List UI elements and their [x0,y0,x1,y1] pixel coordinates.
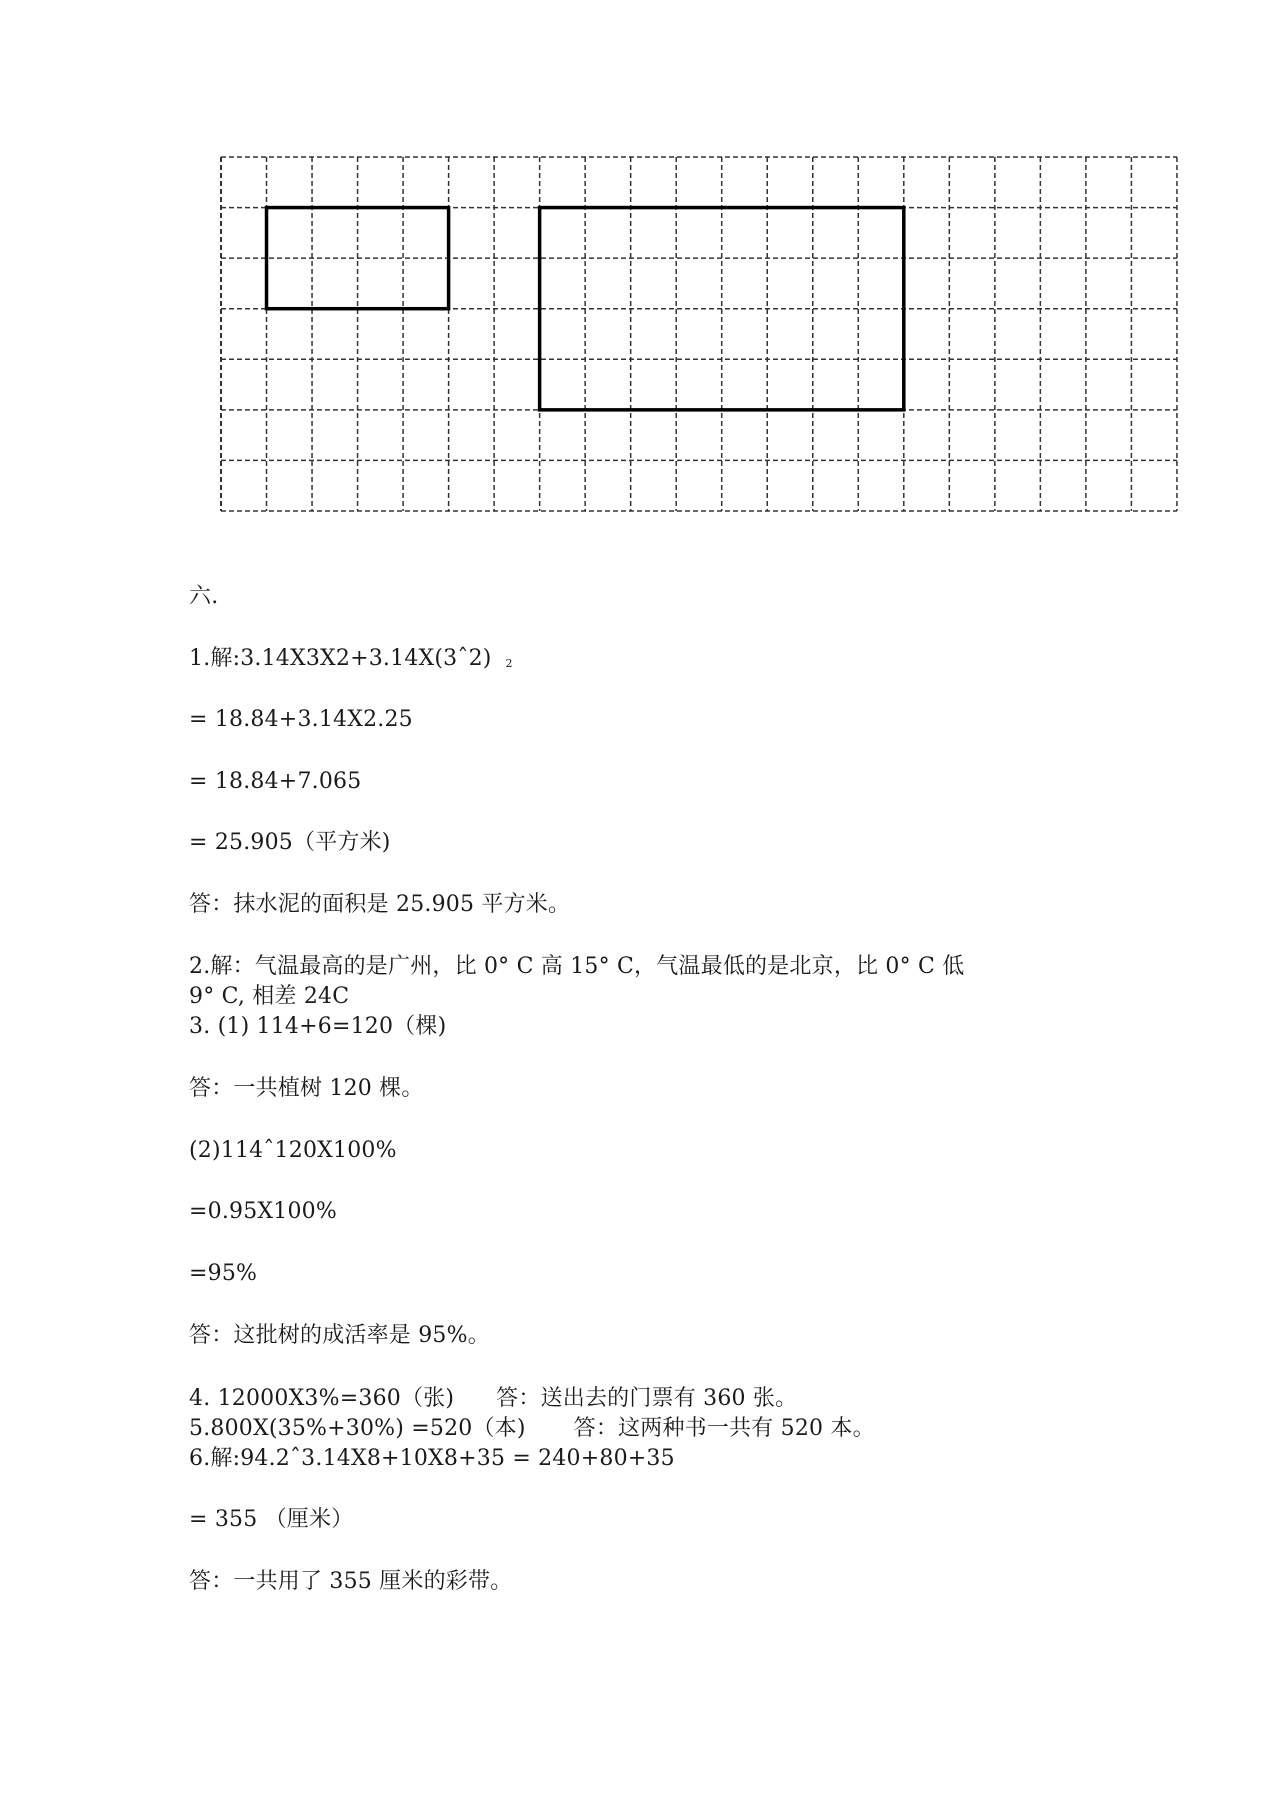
q1-answer: 答：抹水泥的面积是 25.905 平方米。 [189,892,571,917]
q5-answer: 答：这两种书一共有 520 本。 [573,1416,875,1441]
q2-line1: 2.解：气温最高的是广州，比 0° C 高 15° C，气温最低的是北京，比 0° C 低 [189,954,965,979]
q1-subscript: 2 [505,657,513,670]
q3-answer1: 答：一共植树 120 棵。 [189,1076,424,1101]
q1-line2: = 18.84+3.14X2.25 [189,707,413,732]
q3-answer2: 答：这批树的成活率是 95%。 [189,1323,490,1348]
q4-line [189,1386,797,1412]
q6-answer: 答：一共用了 355 厘米的彩带。 [189,1569,513,1594]
q3-line3: =0.95X100% [189,1199,337,1224]
dashed-grid [221,157,1177,511]
section-heading: 六. [189,584,219,609]
q1-line3: = 18.84+7.065 [189,769,362,794]
q3-line4: =95% [189,1261,258,1286]
q1-line4: = 25.905（平方米) [189,830,391,855]
q1-line1 [189,646,513,677]
q6-line2: = 355 （厘米） [189,1507,354,1532]
q4-calc: 4. 12000X3%=360（张) [189,1386,455,1411]
q5-calc: 5.800X(35%+30%) =520（本) [189,1416,526,1441]
q5-line [189,1416,875,1442]
grid-figure [0,0,1280,540]
q3-line1: 3. (1) 114+6=120（棵) [189,1014,447,1039]
q3-line2: (2)114ˆ120X100% [189,1138,397,1163]
q2-line2: 9° C, 相差 24C [189,984,350,1009]
q1-expression: 1.解:3.14X3X2+3.14X(3ˆ2) [189,646,492,671]
q6-line1: 6.解:94.2ˆ3.14X8+10X8+35 = 240+80+35 [189,1446,675,1471]
q4-answer: 答：送出去的门票有 360 张。 [496,1386,798,1411]
